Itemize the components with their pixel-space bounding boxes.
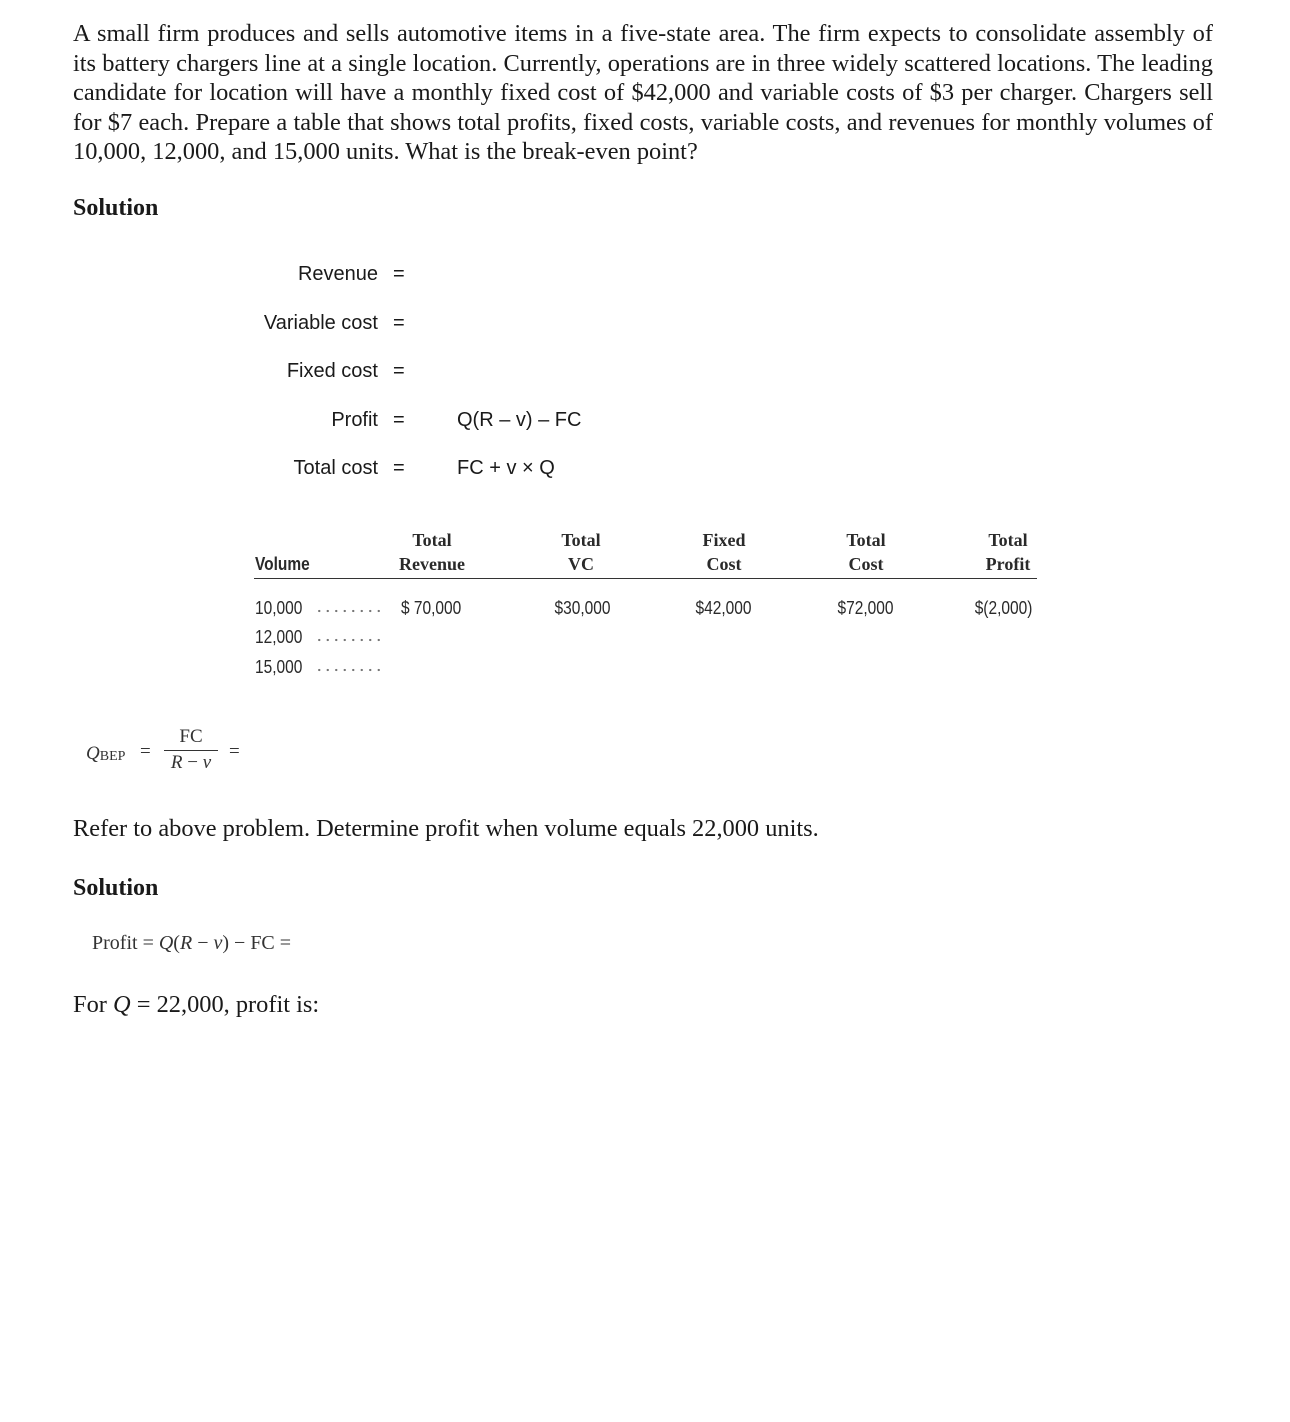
definition-equals: = [393,409,405,431]
bep-equals-result: = [229,741,240,762]
table-cell-revenue: $ 70,000 [401,598,462,618]
definition-label: Variable cost [263,312,378,334]
profit-result-line: For Q = 22,000, profit is: [73,991,320,1018]
table-cell-fixed: $42,000 [696,598,752,618]
solution-heading: Solution [73,875,159,901]
dot-leader [315,668,383,672]
header-volume: Volume [255,554,310,574]
profit-formula: Profit = Q(R − v) − FC = [92,932,292,954]
bep-symbol: $Q_{BEP}$ [86,743,126,764]
header-total-revenue: Total Revenue [399,530,465,574]
table-cell-vc: $30,000 [555,598,611,618]
bep-fraction [162,724,220,775]
follow-up-question: Refer to above problem. Determine profit when volume equals 22,000 units. [73,815,819,842]
header-divider [254,578,1037,579]
header-total-profit: Total Profit [985,530,1031,574]
definition-equals: = [393,312,405,334]
header-total-vc: Total VC [561,530,601,574]
table-row-volume: 15,000 [255,657,303,677]
definition-equals: = [393,263,405,285]
definition-value: Q(R – v) – FC [457,409,582,431]
bep-equals: = [140,741,151,762]
bep-numerator: FC [179,726,203,747]
table-cell-total-cost: $72,000 [838,598,894,618]
solution-heading: Solution [73,195,159,221]
problem-statement: A small firm produces and sells automotive items in a five-state area. The firm expects to consolidate assembly of its battery chargers line at a single location. Currently, operations are in three widely scattered locations. The leading candidate for location will have a monthly fixed cost of $42,000 and variable costs of $3 per charger. Chargers sell for $7 each. Prepare a table that shows total profits, fixed costs, variable costs, and revenues for monthly volumes of 10,000, 12,000, and 15,000 units. What is the break-even point? [73,20,1213,165]
dot-leader [315,638,383,642]
header-fixed-cost: Fixed Cost [702,530,746,574]
definition-equals: = [393,360,405,382]
definition-equals: = [393,457,405,479]
table-row-volume: 12,000 [255,627,303,647]
table-row-volume: 10,000 [255,598,303,618]
bep-denominator: R − v [170,752,212,773]
definition-label: Fixed cost [286,360,378,382]
definition-label: Revenue [297,263,378,285]
table-cell-profit: $(2,000) [975,598,1033,618]
header-total-cost: Total Cost [846,530,886,574]
definition-label: Profit [331,409,378,431]
definition-value: FC + v × Q [457,457,555,479]
dot-leader [315,609,383,613]
definition-label: Total cost [293,457,378,479]
